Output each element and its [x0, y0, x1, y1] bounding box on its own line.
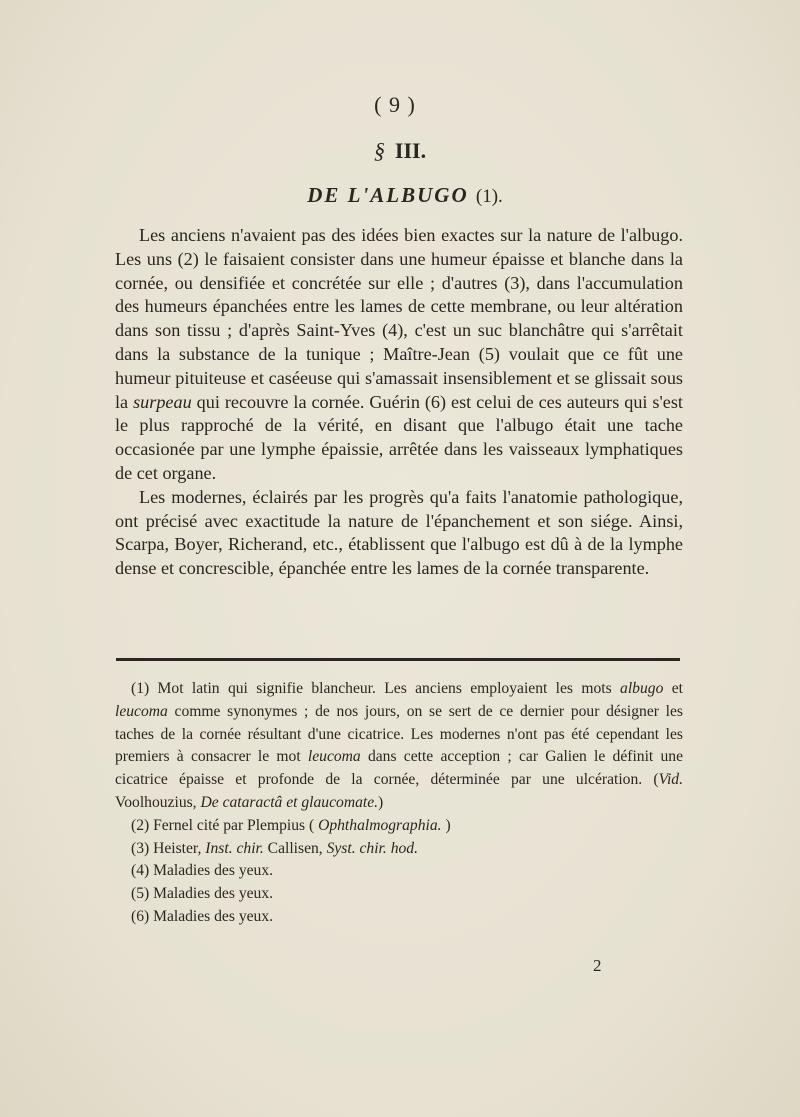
text-segment: ) [378, 793, 384, 811]
footnote-3 [115, 838, 683, 861]
page-number: ( 9 ) [374, 92, 416, 117]
footnote-1 [115, 678, 683, 815]
text-segment: ) [441, 816, 451, 834]
text-segment: Les anciens n'avaient pas des idées bien exactes sur la nature de l'albugo. Les uns (2) le faisaient consister dans une humeur épaisse et blanche dans la cornée, ou densifiée et concrétée sur elle ; d'autres (3), dans l'accumulation des humeurs épanchées entre les lames de cette membrane, ou leur altération dans son tissu ; d'après Saint-Yves (4), c'est un suc blanchâtre qui s'arrêtait dans la substance de la tunique ; Maître-Jean (5) voulait que ce fût une humeur pituiteuse et caséeuse qui s'amassait insensiblement et se glissait sous la [115, 225, 683, 412]
italic-segment: Ophthalmographia. [318, 816, 442, 834]
italic-segment: Inst. chir. [205, 839, 264, 857]
italic-segment: De cataractâ et glaucomate. [200, 793, 379, 811]
text-segment: qui recouvre la cornée. Guérin (6) est celui de ces auteurs qui s'est le plus rapproché de la vérité, en disant que l'albugo était une tache occasionée par une lymphe épaissie, arrêtée dans les vaisseaux lymphatiques de cet organe. [115, 391, 683, 483]
text-segment: et [663, 680, 683, 697]
italic-segment: leucoma [307, 748, 361, 766]
italic-segment: leucoma [115, 702, 168, 720]
text-segment: Callisen, [263, 839, 327, 857]
text-segment: comme synonymes ; de nos jours, on se sert de ce dernier pour désigner les taches de la cornée résultant d'une cicatrice. Les modernes n'ont pas été cependant les premiers à consacrer le mot [115, 702, 683, 766]
body-text [115, 224, 683, 581]
footnote-2 [115, 815, 683, 838]
footnote-5: (5) Maladies des yeux. [131, 885, 274, 903]
italic-segment: Syst. chir. hod. [326, 839, 418, 857]
footnote-4: (4) Maladies des yeux. [131, 862, 274, 880]
signature-mark: 2 [593, 956, 602, 975]
text-segment: dans cette acception ; car Galien le définit une cicatrice épaisse et profonde de la cornée, déterminée par une ulcération. ( [115, 748, 684, 789]
section-numeral: III. [394, 138, 427, 163]
chapter-title [0, 183, 800, 208]
italic-segment: Vid. [658, 771, 683, 789]
footnote-separator-rule [116, 658, 680, 661]
paragraph-ancients [115, 224, 683, 486]
text-segment: (1) Mot latin qui signifie blancheur. Les anciens employaient les mots [131, 680, 621, 697]
chapter-title-footnote-ref: (1). [475, 186, 503, 207]
italic-segment: albugo [620, 680, 664, 697]
italic-segment: surpeau [133, 391, 192, 412]
footnote-6: (6) Maladies des yeux. [131, 907, 274, 925]
footnotes [115, 678, 683, 929]
text-segment: (3) Heister, [131, 839, 206, 857]
text-segment: (2) Fernel cité par Plempius ( [131, 816, 319, 834]
section-sign: § [373, 138, 385, 163]
text-segment: Voolhouzius, [115, 793, 201, 811]
paragraph-moderns: Les modernes, éclairés par les progrès qu'a faits l'anatomie pathologique, ont précisé avec exactitude la nature de l'épanchement et son siége. Ainsi, Scarpa, Boyer, Richerand, etc., établissent que l'albugo est dû à de la lymphe dense et concrescible, épanchée entre les lames de la cornée transparente. [115, 486, 683, 579]
section-heading [0, 138, 800, 164]
chapter-title-text: DE L'ALBUGO [307, 183, 469, 207]
